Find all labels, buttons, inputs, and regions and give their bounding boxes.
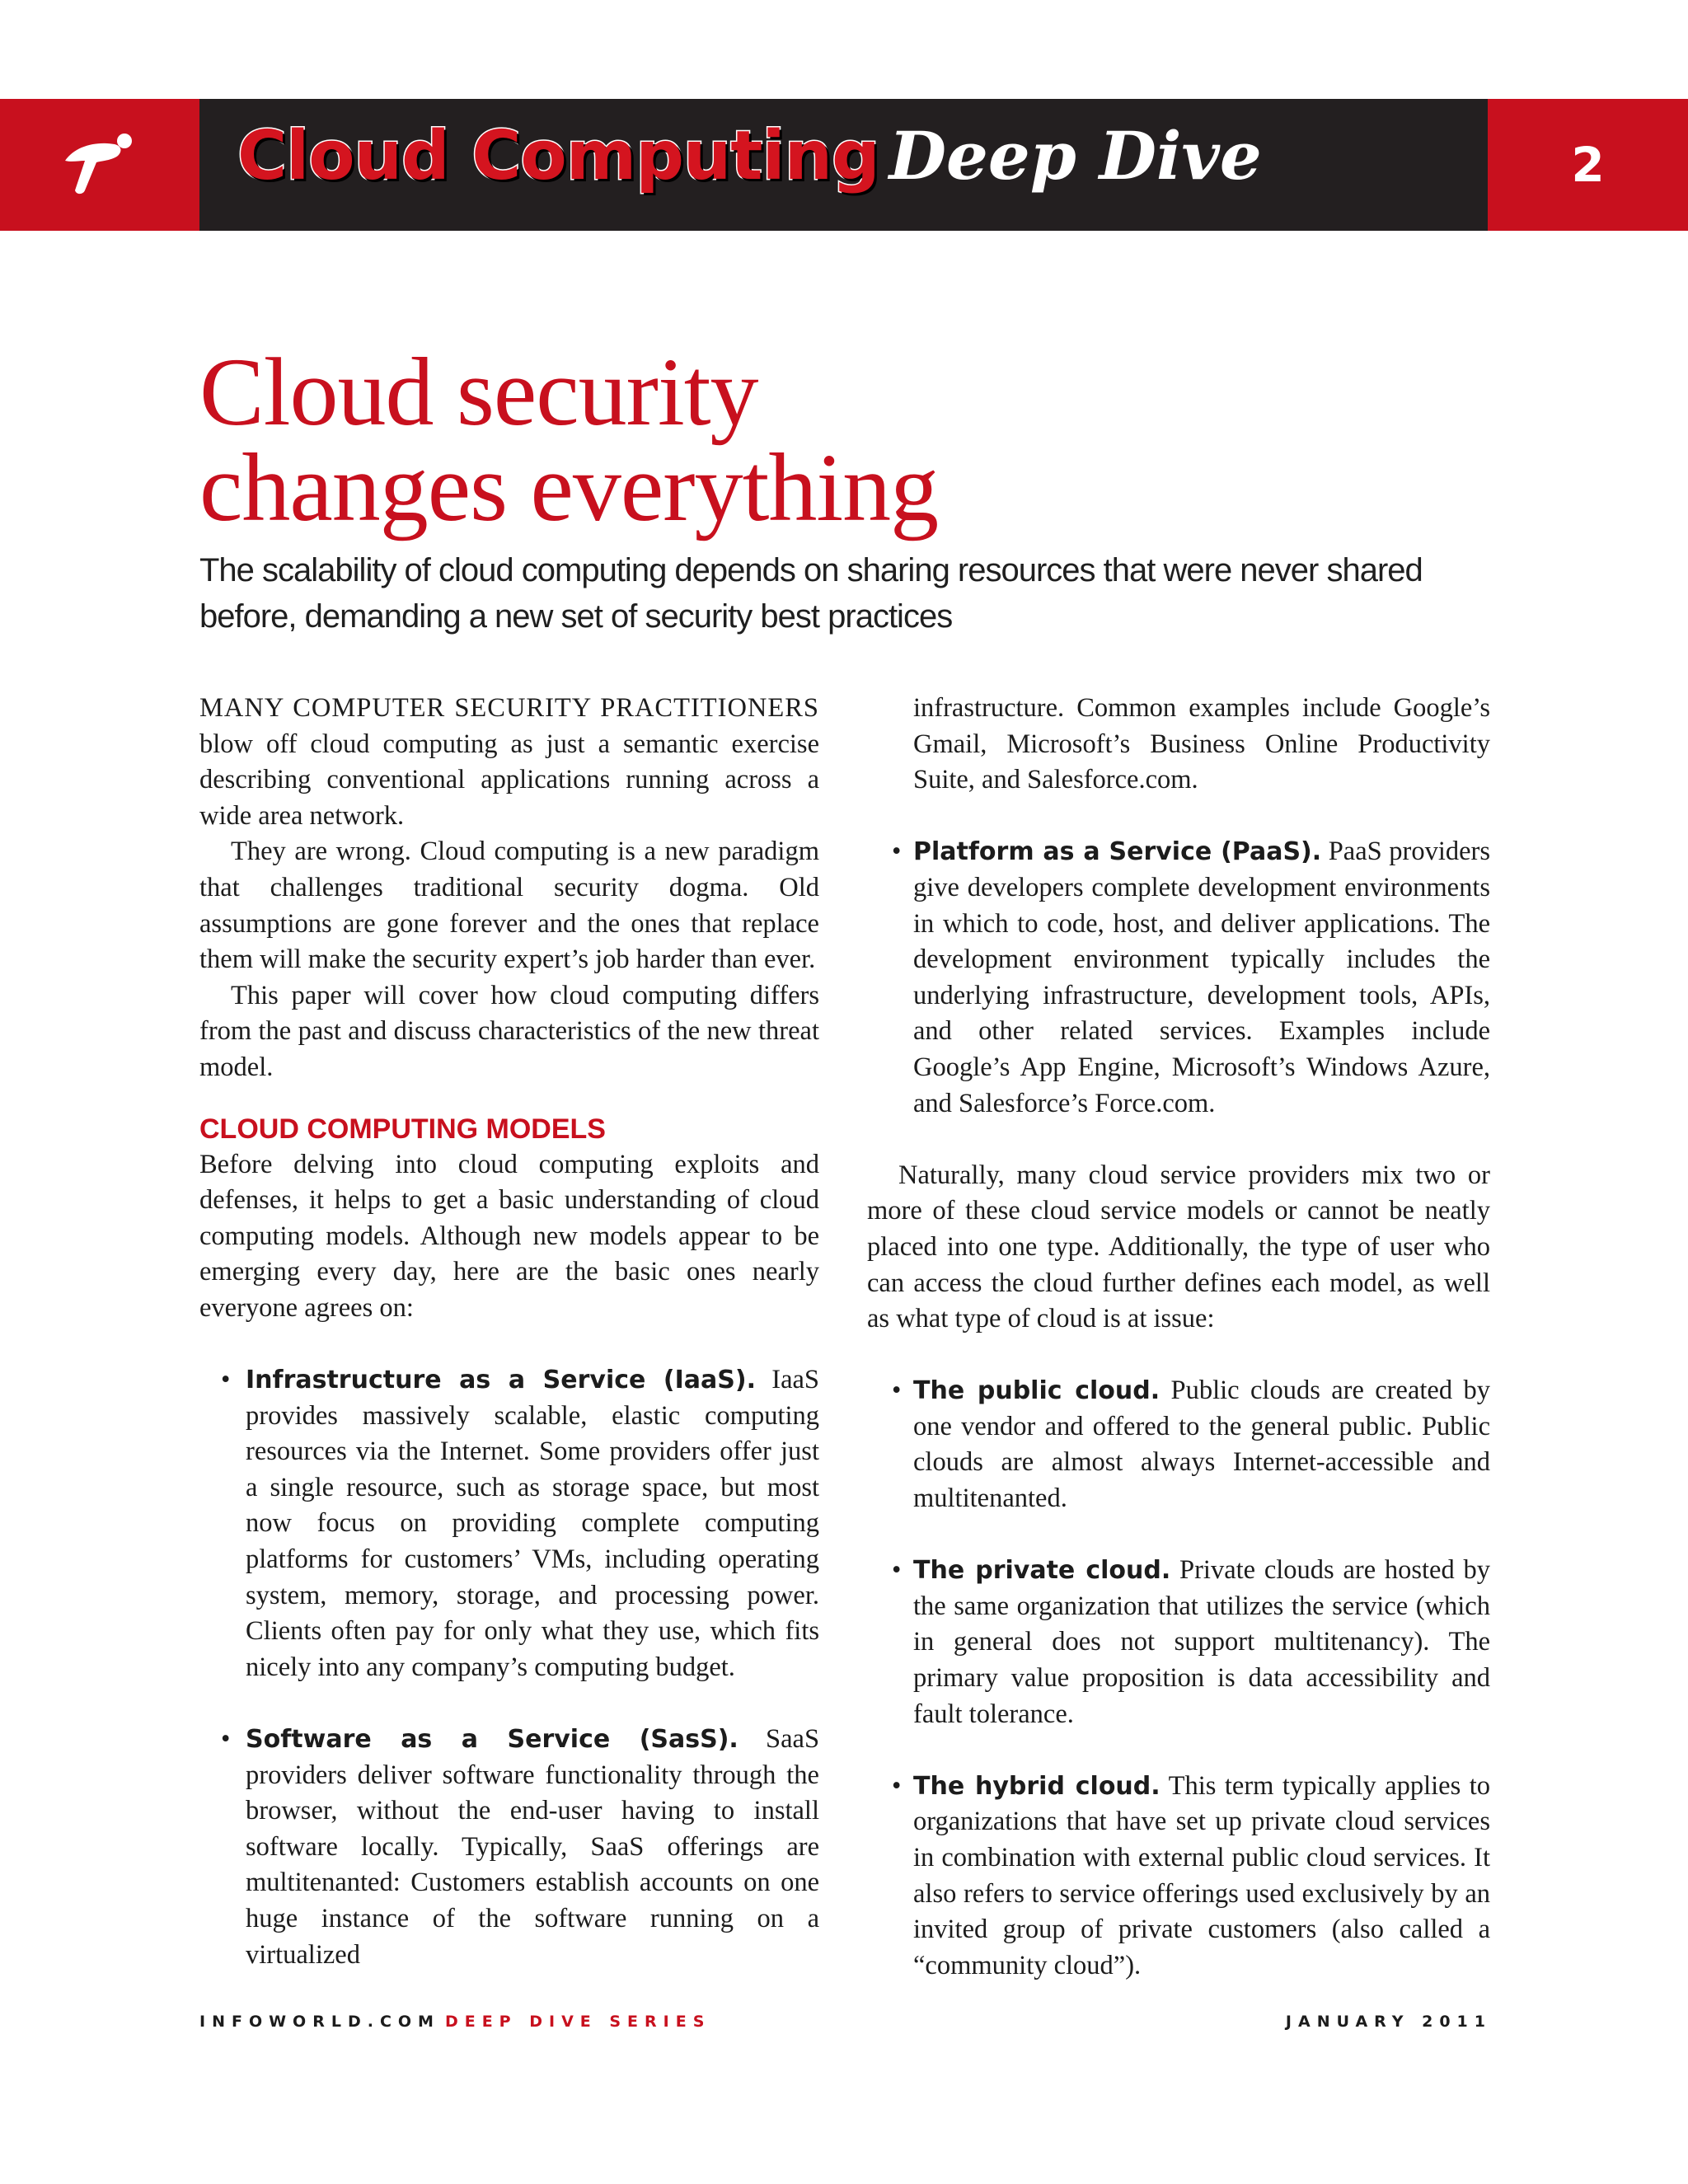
bullet-continuation: infrastructure. Common examples include Google’s Gmail, Microsoft’s Business Online Productivity Suite, and Salesforce.com.	[913, 693, 1490, 795]
bullet-lead: Platform as a Service (PaaS).	[913, 837, 1322, 867]
bullet-dot: •	[221, 1724, 231, 1755]
bullet-dot: •	[892, 837, 902, 867]
title-deep-dive: Deep Dive	[889, 117, 1262, 194]
left-column	[199, 691, 819, 1973]
bullet-lead: Software as a Service (SasS).	[246, 1725, 738, 1755]
bullet-body: This term typically applies to organizations that have set up private cloud services in combination with external public cloud services. It also refers to service offerings used exclusively by an invited group of private customers (also called a “community cloud”).	[913, 1770, 1490, 1980]
bullet-public-cloud	[867, 1373, 1490, 1516]
title-cloud-computing: Cloud Computing	[237, 117, 879, 195]
footer-date: JANUARY 2011	[1285, 2013, 1492, 2031]
spacer	[867, 1122, 1490, 1158]
body-paragraph: Naturally, many cloud service providers mix two or more of these cloud service models or cannot be neatly placed into one type. Additionally, the type of user who can access the cloud further defines each model, as well as what type of cloud is at issue:	[867, 1160, 1490, 1334]
headline-line-2: changes everything	[199, 434, 939, 541]
bullet-paas	[867, 834, 1490, 1122]
body-paragraph: Before delving into cloud computing exploits and defenses, it helps to get a basic understanding of cloud computing models. Although new models appear to be emerging every day, here are the basic ones nearly everyone agrees on:	[199, 1149, 819, 1323]
bullet-lead: The public cloud.	[913, 1376, 1160, 1406]
bullet-lead: The hybrid cloud.	[913, 1771, 1160, 1801]
bullet-body: Private clouds are hosted by the same organization that utilizes the service (which in general does not support multitenancy). The primary value proposition is data accessibility and fault tolerance.	[913, 1555, 1490, 1729]
bullet-body: IaaS provides massively scalable, elastic computing resources via the Internet. Some providers offer just a single resource, such as storage space, but most now focus on providing complete computing platforms for customers’ VMs, including operating system, memory, storage, and processing power. Clients often pay for only what they use, which fits nicely into any company’s computing budget.	[246, 1365, 819, 1682]
section-heading: CLOUD COMPUTING MODELS	[199, 1113, 606, 1145]
body-paragraph: This paper will cover how cloud computing differs from the past and discuss characteristics of the new threat model.	[199, 980, 819, 1082]
spacer	[199, 1327, 819, 1363]
bullet-hybrid-cloud	[867, 1769, 1490, 1985]
article-deck: The scalability of cloud computing depends on sharing resources that were never shared before, demanding a new set of security best practices	[199, 552, 1423, 635]
bullet-lead: The private cloud.	[913, 1556, 1171, 1586]
bullet-body: Public clouds are created by one vendor and offered to the general public. Public clouds are almost always Internet-accessible and multitenanted.	[913, 1376, 1490, 1514]
bullet-private-cloud	[867, 1553, 1490, 1732]
infoworld-i-logo-icon	[60, 133, 139, 197]
publication-title	[237, 117, 1262, 195]
footer-series: DEEP DIVE SERIES	[444, 2013, 711, 2031]
logo-block	[0, 99, 199, 231]
article-headline	[199, 338, 1485, 541]
headline-line-1: Cloud security	[199, 338, 758, 446]
footer-site-name: INFOWORLD.COM	[199, 2013, 440, 2031]
bullet-dot: •	[221, 1365, 231, 1395]
bullet-body: PaaS providers give developers complete development environments in which to code, host, and deliver applications. The development environment typically includes the underlying infrastructure, development tools, APIs, and other related services. Examples include Google’s App Engine, Microsoft’s Windows Azure, and Salesforce’s Force.com.	[913, 837, 1491, 1118]
header-title-band	[199, 99, 1488, 231]
right-column	[867, 691, 1490, 1984]
intro-rest: blow off cloud computing as just a semantic exercise describing conventional applications running across a wide area network.	[199, 729, 819, 831]
bullet-body: SaaS providers deliver software functionality through the browser, without the end-user having to install software locally. Typically, SaaS offerings are multitenanted: Customers establish accounts on one huge instance of the software running on a virtualized	[246, 1724, 820, 1970]
page-number-block	[1488, 99, 1688, 231]
intro-paragraph	[199, 691, 819, 834]
body-paragraph: They are wrong. Cloud computing is a new paradigm that challenges traditional security dogma. Old assumptions are gone forever and the ones that replace them will make the security expert’s job harder than ever.	[199, 837, 819, 975]
bullet-lead: Infrastructure as a Service (IaaS).	[246, 1366, 756, 1395]
intro-caps: MANY COMPUTER SECURITY PRACTITIONERS	[199, 693, 819, 723]
bullet-dot: •	[892, 1770, 902, 1801]
bullet-iaas	[199, 1362, 819, 1685]
page-number: 2	[1571, 137, 1605, 193]
bullet-dot: •	[892, 1376, 902, 1406]
bullet-dot: •	[892, 1555, 902, 1586]
footer-site	[199, 2013, 710, 2031]
bullet-saas	[199, 1722, 819, 1973]
